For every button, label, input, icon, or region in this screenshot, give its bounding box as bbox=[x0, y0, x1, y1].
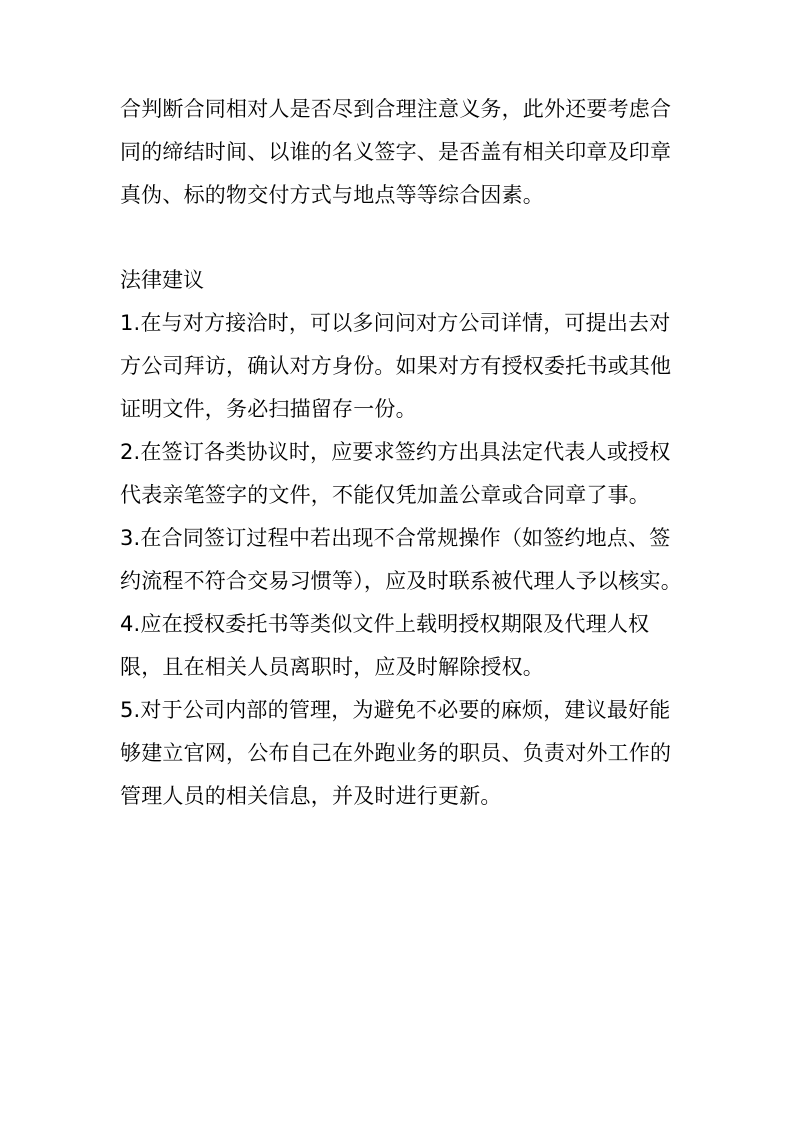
paragraph-spacer bbox=[120, 217, 700, 259]
intro-paragraph bbox=[120, 88, 700, 217]
advice-line: 4.应在授权委托书等类似文件上载明授权期限及代理人权 bbox=[120, 612, 650, 636]
advice-line: 管理人员的相关信息，并及时进行更新。 bbox=[120, 784, 502, 808]
advice-line: 约流程不符合交易习惯等），应及时联系被代理人予以核实。 bbox=[120, 569, 682, 593]
advice-line: 1.在与对方接洽时，可以多问问对方公司详情，可提出去对 bbox=[120, 311, 671, 335]
advice-item-4 bbox=[120, 603, 700, 689]
section-heading: 法律建议 bbox=[120, 268, 204, 292]
document-content bbox=[120, 88, 700, 818]
advice-item-3 bbox=[120, 517, 700, 603]
advice-line: 证明文件，务必扫描留存一份。 bbox=[120, 397, 417, 421]
advice-item-1 bbox=[120, 302, 700, 431]
advice-line: 3.在合同签订过程中若出现不合常规操作（如签约地点、签 bbox=[120, 526, 671, 550]
intro-line: 真伪、标的物交付方式与地点等等综合因素。 bbox=[120, 183, 544, 207]
advice-item-2 bbox=[120, 431, 700, 517]
intro-line: 同的缔结时间、以谁的名义签字、是否盖有相关印章及印章 bbox=[120, 140, 672, 164]
advice-line: 方公司拜访，确认对方身份。如果对方有授权委托书或其他 bbox=[120, 354, 672, 378]
intro-line: 合判断合同相对人是否尽到合理注意义务，此外还要考虑合 bbox=[120, 97, 672, 121]
advice-line: 2.在签订各类协议时，应要求签约方出具法定代表人或授权 bbox=[120, 440, 671, 464]
advice-line: 代表亲笔签字的文件，不能仅凭加盖公章或合同章了事。 bbox=[120, 483, 650, 507]
advice-line: 够建立官网，公布自己在外跑业务的职员、负责对外工作的 bbox=[120, 741, 672, 765]
advice-line: 限，且在相关人员离职时，应及时解除授权。 bbox=[120, 655, 544, 679]
advice-item-5 bbox=[120, 689, 700, 818]
advice-line: 5.对于公司内部的管理，为避免不必要的麻烦，建议最好能 bbox=[120, 698, 671, 722]
